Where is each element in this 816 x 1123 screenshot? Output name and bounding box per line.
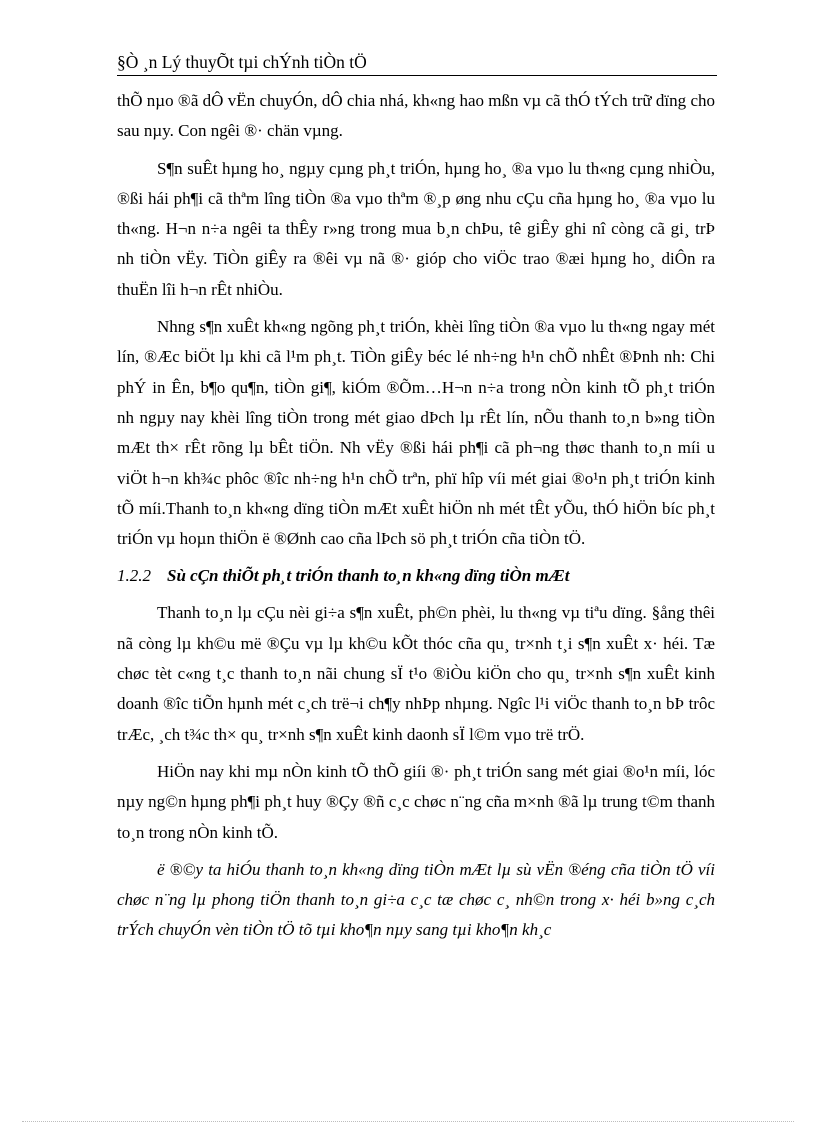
page-header: §Ò ¸n Lý thuyÕt tµi chÝnh tiÒn tÖ [117, 50, 717, 76]
paragraph-paper-money: S¶n suÊt hµng ho¸ ngµy cµng ph¸t triÓn, hµng ho¸ ®a vµo lu th«ng cµng nhiÒu, ®ßi hái ph¶i cã thªm lîng tiÒn ®a vµo thªm ®¸p øng nhu cÇu cña hµng ho¸ ®a vµo lu th«ng. H¬n n÷a ngêi ta thÊy r»ng trong mua b¸n chÞu, tê giÊy ghi nî còng cã gi¸ trÞ nh tiÒn vËy. TiÒn giÊy ra ®êi vµ nã ®· gióp cho viÖc trao ®æi hµng ho¸ diÔn ra thuËn lîi h¬n rÊt nhiÒu. [117, 158, 715, 299]
section-number: 1.2.2 [117, 566, 151, 586]
page-body [117, 86, 715, 953]
section-heading [117, 561, 715, 591]
paragraph-payment-role: Thanh to¸n lµ cÇu nèi gi÷a s¶n xuÊt, ph©n phèi, lu th«ng vµ tiªu dïng. §ång thêi nã còng lµ kh©u më ®Çu vµ lµ kh©u kÕt thóc cña qu¸ tr×nh t¸i s¶n xuÊt x· héi. Tæ chøc tèt c«ng t¸c thanh to¸n nãi chung sÏ t¹o ®iÒu kiÖn cho qu¸ tr×nh s¶n xuÊt kinh doanh ®îc tiÕn hµnh mét c¸ch trë¬i ch¶y nhÞp nhµng. Ngîc l¹i viÖc thanh to¸n bÞ trôc trÆc, ¸ch t¾c th× qu¸ tr×nh s¶n xuÊt kinh daonh sÏ l©m vµo trë trÖ. [117, 603, 715, 744]
paragraph-bank-center: HiÖn nay khi mµ nÒn kinh tÕ thÕ giíi ®· ph¸t triÓn sang mét giai ®o¹n míi, lóc nµy ng©n hµng ph¶i ph¸t huy ®Çy ®ñ c¸c chøc n¨ng cña m×nh ®ã lµ trung t©m thanh to¸n trong nÒn kinh tÕ. [117, 761, 715, 842]
section-title: Sù cÇn thiÕt ph¸t triÓn thanh to¸n kh«ng dïng tiÒn mÆt [167, 566, 570, 586]
paragraph-definition: ë ®©y ta hiÓu thanh to¸n kh«ng dïng tiÒn mÆt lµ sù vËn ®éng cña tiÒn tÖ víi chøc n¨ng lµ phong tiÖn thanh to¸n gi÷a c¸c tæ chøc c¸ nh©n trong x· héi b»ng c¸ch trÝch chuyÓn vèn tiÒn tÖ tõ tµi kho¶n nµy sang tµi kho¶n kh¸c [117, 859, 715, 940]
paragraph-limitations: Nhng s¶n xuÊt kh«ng ngõng ph¸t triÓn, khèi lîng tiÒn ®a vµo lu th«ng ngay mét lín, ®Æc biÖt lµ khi cã l¹m ph¸t. TiÒn giÊy béc lé nh÷ng h¹n chÕ nhÊt ®Þnh nh: Chi phÝ in Ên, b¶o qu¶n, tiÒn gi¶, kiÓm ®Õm…H¬n n÷a trong nÒn kinh tÕ ph¸t triÓn nh ngµy nay khèi lîng tiÒn trong mét giao dÞch lµ rÊt lín, nÕu thanh to¸n b»ng tiÒn mÆt th× rÊt rõng lµ bÊt tiÖn. Nh vËy ®ßi hái ph¶i cã ph¬ng thøc thanh to¸n míi u viÖt h¬n kh¾c phôc ®îc nh÷ng h¹n chÕ trªn, phï hîp víi mét giai ®o¹n ph¸t triÓn kinh tÕ míi.Thanh to¸n kh«ng dïng tiÒn mÆt xuÊt hiÖn nh mét tÊt yÕu, thÓ hiÖn bíc ph¸t triÓn vµ hoµn thiÖn ë ®Ønh cao cña lÞch sö ph¸t triÓn cña tiÒn tÖ. [117, 317, 715, 549]
paragraph-continuation: thÕ nµo ®ã dÔ vËn chuyÓn, dÔ chia nhá, kh«ng hao mßn vµ cã thÓ tÝch trữ dïng cho sau nµy. Con ngêi ®· chän vµng. [117, 91, 715, 141]
page-bottom-divider [22, 1121, 794, 1122]
